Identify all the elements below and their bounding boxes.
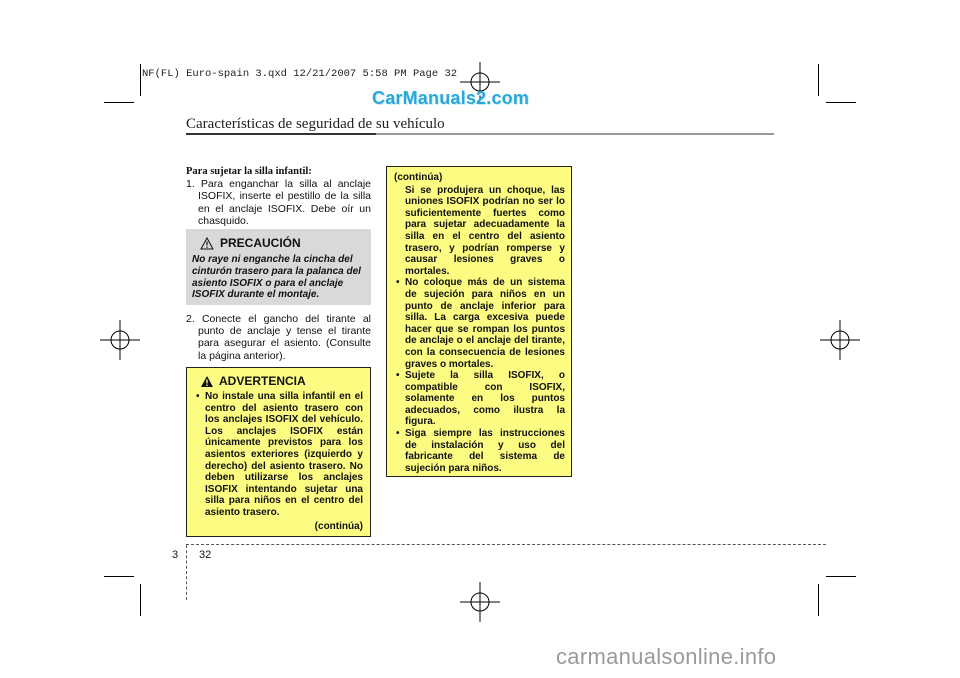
warning-item: • Sujete la silla ISOFIX, o compatible con ISOFIX, solamente en los puntos adecuados, como ilustra la figura. — [394, 370, 565, 428]
warning-item: • Siga siempre las instrucciones de instalación y uso del fabricante del sistema de sujeción para niños. — [394, 428, 565, 474]
chapter-number: 3 — [172, 549, 179, 561]
warning-title: ADVERTENCIA — [219, 374, 306, 388]
print-file-info: NF(FL) Euro-spain 3.qxd 12/21/2007 5:58 PM Page 32 — [142, 68, 458, 80]
registration-mark-icon — [460, 582, 500, 622]
watermark-logo: CarManuals2.com — [372, 88, 530, 108]
warning-box — [186, 367, 371, 537]
footer-divider — [186, 545, 187, 600]
left-column — [186, 166, 371, 227]
footer-watermark: carmanualsonline.info — [556, 644, 777, 669]
crop-mark — [818, 584, 819, 616]
crop-mark — [826, 576, 856, 577]
caution-triangle-icon — [200, 237, 214, 250]
warning-triangle-icon — [200, 375, 214, 388]
crop-mark — [104, 102, 134, 103]
step-2-block — [186, 313, 371, 362]
crop-mark — [140, 64, 141, 96]
caution-box — [186, 229, 371, 305]
continued-label: (continúa) — [394, 172, 443, 183]
crop-mark — [826, 102, 856, 103]
caution-title: PRECAUCIÓN — [220, 236, 301, 250]
step-2: 2. Conecte el gancho del tirante al punto de anclaje y tense el tirante para asegurar el asiento. (Consulte la página anterior). — [186, 313, 371, 362]
page-number: 32 — [199, 549, 212, 561]
crop-mark — [140, 584, 141, 616]
instructions-heading: Para sujetar la silla infantil: — [186, 166, 312, 177]
footer-rule — [186, 544, 826, 545]
section-title: Características de seguridad de su vehículo — [186, 116, 445, 132]
crop-mark — [818, 64, 819, 96]
warning-item: • No coloque más de un sistema de sujeción para niños en un punto de anclaje inferior para silla. La carga excesiva puede hacer que se rompan los puntos de anclaje o el anclaje del tirante, con la consecuencia de lesiones graves o mortales. — [394, 277, 565, 370]
warning-continued-box — [386, 166, 572, 477]
caution-text: No raye ni enganche la cincha del cinturón trasero para la palanca del asiento ISOFIX o para el anclaje ISOFIX durante el montaje. — [192, 254, 361, 301]
crop-mark — [104, 576, 134, 577]
warning-continued-intro: Si se produjera un choque, las uniones ISOFIX podrían no ser lo suficientemente fuertes como para sujetar adecuadamente la silla en el centro del asiento trasero, y podrían romperse y causar lesiones graves o mortales. — [405, 184, 565, 277]
step-1: 1. Para enganchar la silla al anclaje ISOFIX, inserte el pestillo de la silla en el anclaje ISOFIX. Debe oír un chasquido. — [186, 178, 371, 227]
title-rule-accent — [376, 133, 774, 135]
warning-item: • No instale una silla infantil en el centro del asiento trasero con los anclajes ISOFIX del vehículo. Los anclajes ISOFIX están únicamente previstos para los asientos exteriores (izquierdo y derecho) del asiento trasero. No deben utilizarse los anclajes ISOFIX intentando sujetar una silla para niños en el centro del asiento trasero. — [194, 391, 363, 519]
continues-label: (continúa) — [314, 520, 363, 532]
registration-mark-icon — [820, 320, 860, 360]
registration-mark-icon — [100, 320, 140, 360]
